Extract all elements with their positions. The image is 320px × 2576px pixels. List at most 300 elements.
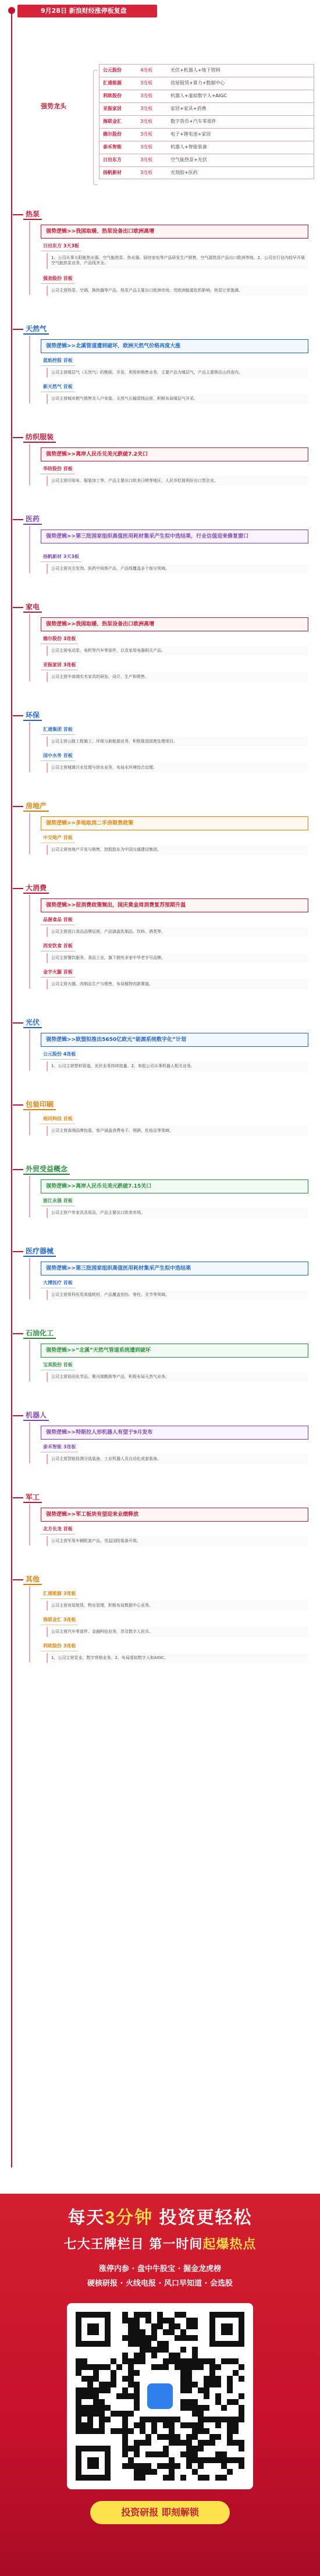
qr-module bbox=[145, 2463, 151, 2469]
qr-module bbox=[180, 2422, 186, 2428]
section-logic: 强势逻辑>>欧盟拟推出5650亿欧元“能源系统数字化”计划 bbox=[41, 1033, 308, 1047]
qr-module bbox=[157, 2451, 163, 2457]
qr-module bbox=[186, 2382, 192, 2387]
qr-module bbox=[151, 2469, 157, 2475]
qr-module bbox=[204, 2393, 209, 2399]
promo-tags-line-2: 硬核研报 · 火线电报 · 风口早知道 · 会选股 bbox=[87, 2279, 233, 2288]
qr-module bbox=[134, 2399, 140, 2405]
qr-module bbox=[145, 2341, 151, 2347]
section-branch-line bbox=[29, 1111, 30, 1135]
qr-module bbox=[186, 2318, 192, 2323]
stock-description: 公司主营中高端实木家具的研发、设计、生产和销售。 bbox=[47, 672, 308, 682]
leader-row bbox=[99, 90, 314, 102]
qr-module bbox=[140, 2329, 145, 2335]
qr-module bbox=[180, 2382, 186, 2387]
stock-description: 公司主营公路工程施工、环保与新能源业务，积极推进固废处理项目。 bbox=[47, 737, 308, 747]
stock-description: 公司主营高端品牌包装，客户涵盖消费电子、烟酒、化妆品等领域。 bbox=[47, 1126, 308, 1136]
qr-module bbox=[140, 2341, 145, 2347]
page-title: 9月28日 新浪财经涨停板复盘 bbox=[17, 5, 157, 17]
qr-module bbox=[175, 2353, 180, 2358]
qr-module bbox=[134, 2382, 140, 2387]
qr-module bbox=[180, 2370, 186, 2376]
qr-module bbox=[151, 2335, 157, 2341]
section-header bbox=[13, 324, 49, 335]
qr-module bbox=[221, 2457, 227, 2463]
qr-module bbox=[221, 2463, 227, 2469]
qr-module bbox=[134, 2475, 140, 2481]
qr-module bbox=[180, 2475, 186, 2481]
stock-name: 宝莫股份 首板 bbox=[41, 1361, 75, 1370]
leader-boards: 3连板 bbox=[140, 80, 153, 86]
section-header bbox=[13, 883, 49, 894]
qr-module bbox=[175, 2417, 180, 2422]
qr-module bbox=[192, 2382, 198, 2387]
qr-module bbox=[76, 2370, 81, 2376]
qr-module bbox=[111, 2370, 116, 2376]
stock-name: 中交地产 首板 bbox=[41, 834, 75, 843]
qr-module bbox=[198, 2387, 204, 2393]
qr-module bbox=[122, 2411, 128, 2417]
qr-module bbox=[145, 2335, 151, 2341]
qr-module bbox=[209, 2457, 215, 2463]
leader-name: 汇通能源 bbox=[103, 80, 122, 86]
section-branch-line bbox=[29, 722, 30, 772]
qr-module bbox=[105, 2387, 111, 2393]
leader-row bbox=[99, 115, 314, 128]
stock-name: 汇通能源 3连板 bbox=[41, 1590, 78, 1599]
qr-module bbox=[204, 2405, 209, 2411]
section-logic: 强势逻辑>>第三批国家组织高值医用耗材集采产生拟中选结果，行业估值迎来修复窗口 bbox=[41, 530, 308, 543]
qr-module bbox=[192, 2451, 198, 2457]
stock-name: 裕同科技 首板 bbox=[41, 1115, 75, 1124]
qr-module bbox=[215, 2417, 221, 2422]
qr-module bbox=[128, 2370, 134, 2376]
qr-module bbox=[145, 2440, 151, 2446]
leader-boards: 3连板 bbox=[140, 119, 153, 125]
section-title: 热泵 bbox=[23, 209, 42, 220]
qr-module bbox=[163, 2422, 169, 2428]
promo-subheadline-highlight: 起爆热点 bbox=[202, 2237, 257, 2252]
qr-module bbox=[192, 2446, 198, 2451]
qr-module bbox=[151, 2323, 157, 2329]
section-connector bbox=[13, 519, 23, 520]
section-header bbox=[13, 514, 42, 525]
qr-module bbox=[122, 2353, 128, 2358]
section-branch-line bbox=[29, 813, 30, 854]
section-branch-line bbox=[29, 1258, 30, 1299]
section-logic: 强势逻辑>>促消费政策频出，国庆黄金周消费复苏预期升温 bbox=[41, 898, 308, 912]
section-title: 天然气 bbox=[23, 324, 49, 335]
leader-boards: 3连板 bbox=[140, 132, 153, 137]
qr-module bbox=[163, 2329, 169, 2335]
qr-module bbox=[169, 2475, 175, 2481]
qr-module bbox=[116, 2393, 122, 2399]
qr-module bbox=[169, 2323, 175, 2329]
section-header bbox=[13, 432, 56, 443]
qr-module bbox=[175, 2312, 180, 2318]
stock-name: 德尔股份 3连板 bbox=[41, 635, 78, 644]
qr-module bbox=[198, 2475, 204, 2481]
qr-module bbox=[128, 2323, 134, 2329]
leader-row bbox=[99, 141, 314, 154]
qr-module bbox=[134, 2341, 140, 2347]
stock-item bbox=[41, 1279, 308, 1300]
qr-module bbox=[105, 2364, 111, 2370]
qr-module bbox=[180, 2329, 186, 2335]
stock-description: 1、公司主营塑料管道，光伏业务持续放量。2、参股公司从事机器人相关业务。 bbox=[47, 1061, 308, 1071]
qr-module bbox=[186, 2446, 192, 2451]
section-title: 石油化工 bbox=[23, 1328, 56, 1339]
qr-module bbox=[175, 2358, 180, 2364]
stock-item bbox=[41, 635, 308, 656]
qr-module bbox=[93, 2393, 99, 2399]
qr-module bbox=[233, 2370, 239, 2376]
qr-module bbox=[239, 2446, 244, 2451]
qr-module bbox=[122, 2428, 128, 2434]
qr-module bbox=[122, 2376, 128, 2382]
stock-name: 利欧股份 3连板 bbox=[41, 1642, 78, 1651]
qr-module bbox=[134, 2387, 140, 2393]
leader-name: 泰禾智能 bbox=[103, 144, 122, 150]
qr-module bbox=[192, 2411, 198, 2417]
qr-module bbox=[134, 2370, 140, 2376]
qr-module bbox=[186, 2399, 192, 2405]
qr-module bbox=[105, 2405, 111, 2411]
qr-module bbox=[145, 2417, 151, 2422]
section-connector bbox=[13, 1022, 23, 1024]
qr-module bbox=[169, 2428, 175, 2434]
qr-module bbox=[204, 2382, 209, 2387]
qr-module bbox=[215, 2457, 221, 2463]
qr-module bbox=[186, 2457, 192, 2463]
stock-item bbox=[41, 465, 308, 486]
qr-module bbox=[151, 2451, 157, 2457]
section-title: 外贸受益概念 bbox=[23, 1164, 70, 1175]
qr-module bbox=[116, 2411, 122, 2417]
leader-boards: 3连板 bbox=[140, 93, 153, 99]
qr-module bbox=[192, 2434, 198, 2440]
qr-module bbox=[227, 2387, 233, 2393]
section-connector bbox=[13, 437, 23, 438]
qr-module bbox=[122, 2463, 128, 2469]
stock-description: 公司主营军用车辆配套产品，受益国防装备升级。 bbox=[47, 1536, 308, 1546]
qr-module bbox=[239, 2463, 244, 2469]
qr-module bbox=[215, 2393, 221, 2399]
qr-module bbox=[122, 2434, 128, 2440]
qr-finder-top-right bbox=[209, 2312, 244, 2347]
qr-module bbox=[122, 2393, 128, 2399]
qr-module bbox=[140, 2335, 145, 2341]
stock-name: 品渥食品 首板 bbox=[41, 916, 75, 925]
leaders-table bbox=[99, 64, 314, 179]
section-header bbox=[13, 1328, 56, 1339]
qr-module bbox=[186, 2364, 192, 2370]
stock-description: 公司主营房屋租赁、物业管理，积极布局数据中心业务。 bbox=[47, 1601, 308, 1611]
qr-module bbox=[128, 2457, 134, 2463]
section-connector bbox=[13, 1333, 23, 1334]
qr-code-pattern bbox=[76, 2312, 244, 2481]
stock-item bbox=[41, 357, 308, 378]
qr-module bbox=[99, 2411, 105, 2417]
qr-module bbox=[163, 2347, 169, 2353]
qr-module bbox=[169, 2440, 175, 2446]
qr-module bbox=[186, 2358, 192, 2364]
qr-module bbox=[157, 2417, 163, 2422]
section-branch-line bbox=[29, 1422, 30, 1463]
stock-item bbox=[41, 1590, 308, 1611]
qr-module bbox=[134, 2422, 140, 2428]
qr-module bbox=[145, 2347, 151, 2353]
leader-boards: 3连板 bbox=[140, 169, 153, 175]
qr-module bbox=[198, 2358, 204, 2364]
qr-module bbox=[192, 2353, 198, 2358]
qr-module bbox=[140, 2469, 145, 2475]
qr-module bbox=[140, 2422, 145, 2428]
stock-description: 公司主营餐饮服务、食品工业，旗下拥有多家中华老字号品牌。 bbox=[47, 953, 308, 963]
qr-module bbox=[157, 2312, 163, 2318]
qr-module bbox=[99, 2387, 105, 2393]
leader-tags: 数字货币+汽车零部件 bbox=[170, 119, 216, 125]
leader-tags: 房屋租赁+算力+数据中心 bbox=[170, 80, 225, 86]
leader-name: 利欧股份 bbox=[103, 93, 122, 99]
qr-module bbox=[163, 2318, 169, 2323]
qr-module bbox=[169, 2469, 175, 2475]
mindmap-spine bbox=[11, 12, 12, 2168]
qr-module bbox=[76, 2411, 81, 2417]
qr-module bbox=[180, 2376, 186, 2382]
stock-description: 公司主营光引发剂、医药中间体产品，产品线覆盖多个细分领域。 bbox=[47, 564, 308, 574]
qr-module bbox=[198, 2446, 204, 2451]
qr-module bbox=[128, 2335, 134, 2341]
stock-name: 亚振家居 3连板 bbox=[41, 661, 78, 670]
stock-item bbox=[41, 1197, 308, 1218]
qr-module bbox=[186, 2440, 192, 2446]
qr-module bbox=[87, 2376, 93, 2382]
qr-module bbox=[87, 2428, 93, 2434]
qr-module bbox=[186, 2422, 192, 2428]
stock-description: 公司主营油田化学品、聚丙烯酰胺等产品，积极布局天然气业务。 bbox=[47, 1372, 308, 1382]
qr-module bbox=[198, 2440, 204, 2446]
qr-module bbox=[111, 2428, 116, 2434]
qr-module bbox=[215, 2382, 221, 2387]
qr-module bbox=[157, 2323, 163, 2329]
leader-row bbox=[99, 102, 314, 115]
section-connector bbox=[13, 1415, 23, 1416]
qr-module bbox=[163, 2364, 169, 2370]
qr-module bbox=[233, 2428, 239, 2434]
qr-module bbox=[204, 2417, 209, 2422]
section-logic: 强势逻辑>>离岸人民币兑美元跌破7.2关口 bbox=[41, 447, 308, 461]
qr-module bbox=[134, 2318, 140, 2323]
qr-module bbox=[175, 2434, 180, 2440]
qr-module bbox=[122, 2335, 128, 2341]
qr-module bbox=[186, 2323, 192, 2329]
leader-name: 扬帆新材 bbox=[103, 169, 122, 175]
qr-module bbox=[93, 2428, 99, 2434]
qr-module bbox=[105, 2382, 111, 2387]
qr-module bbox=[134, 2405, 140, 2411]
qr-module bbox=[128, 2329, 134, 2335]
leader-tags: 电子+锂电池+家居 bbox=[170, 132, 211, 137]
qr-module bbox=[134, 2312, 140, 2318]
section-connector bbox=[13, 214, 23, 215]
qr-module bbox=[215, 2475, 221, 2481]
stock-description: 公司主营户外家具及用品，产品主要出口欧美市场。 bbox=[47, 1208, 308, 1218]
qr-module bbox=[227, 2469, 233, 2475]
leader-row bbox=[99, 128, 314, 141]
qr-module bbox=[209, 2358, 215, 2364]
stock-item bbox=[41, 752, 308, 773]
qr-module bbox=[157, 2318, 163, 2323]
qr-module bbox=[169, 2353, 175, 2358]
section-branch-line bbox=[29, 1176, 30, 1217]
qr-module bbox=[157, 2341, 163, 2347]
qr-module bbox=[128, 2393, 134, 2399]
qr-module bbox=[198, 2417, 204, 2422]
leaders-label: 强势龙头 bbox=[41, 102, 66, 110]
qr-module bbox=[93, 2405, 99, 2411]
section-connector bbox=[13, 1169, 23, 1170]
stock-description: 公司主营城镇污水处理与供水业务，布局水环境综合治理。 bbox=[47, 763, 308, 773]
leader-name: 公元股份 bbox=[103, 67, 122, 73]
stock-description: 公司主营煤层气（天然气）的勘探、开发、利用和销售业务，主要产品为煤层气，产品主要销往山西省内。 bbox=[47, 368, 308, 378]
stock-item bbox=[41, 275, 308, 296]
stock-item bbox=[41, 1050, 308, 1071]
section-branch-line bbox=[29, 1029, 30, 1071]
qr-module bbox=[169, 2434, 175, 2440]
qr-module bbox=[233, 2440, 239, 2446]
qr-module bbox=[81, 2411, 87, 2417]
section-logic: 强势逻辑>>我国取暖、热泵设备出口欧洲高增 bbox=[41, 617, 308, 631]
qr-module bbox=[221, 2417, 227, 2422]
qr-module bbox=[151, 2417, 157, 2422]
qr-module bbox=[227, 2440, 233, 2446]
qr-module bbox=[81, 2422, 87, 2428]
section-logic: 强势逻辑>>第三批国家组织高值医用耗材集采产生拟中选结果 bbox=[41, 1262, 308, 1275]
cta-button[interactable]: 投资研报 即刻解锁 bbox=[90, 2501, 230, 2524]
app-logo-icon bbox=[147, 2383, 173, 2409]
qr-module bbox=[128, 2411, 134, 2417]
stock-description: 公司主营进口食品品牌运营，产品涵盖乳制品、饮料、酒类等。 bbox=[47, 927, 308, 937]
qr-module bbox=[227, 2417, 233, 2422]
section-header bbox=[13, 1164, 70, 1175]
qr-module bbox=[239, 2411, 244, 2417]
qr-finder-bottom-left bbox=[76, 2446, 111, 2481]
stock-item bbox=[41, 553, 308, 574]
leaders-bracket bbox=[93, 70, 98, 185]
qr-module bbox=[186, 2405, 192, 2411]
stock-description: 公司主营电动泵、电机等汽车零部件，以及家用电器相关产品。 bbox=[47, 646, 308, 656]
section-connector bbox=[13, 888, 23, 889]
qr-module bbox=[198, 2364, 204, 2370]
leader-name: 德尔股份 bbox=[103, 132, 122, 137]
stock-item bbox=[41, 834, 308, 855]
qr-module bbox=[122, 2417, 128, 2422]
qr-module bbox=[209, 2370, 215, 2376]
qr-module bbox=[81, 2387, 87, 2393]
section-header bbox=[13, 1100, 56, 1110]
qr-module bbox=[227, 2399, 233, 2405]
qr-module bbox=[140, 2353, 145, 2358]
qr-module bbox=[134, 2469, 140, 2475]
stock-name: 汇通集团 首板 bbox=[41, 726, 75, 735]
qr-module bbox=[180, 2312, 186, 2318]
qr-module bbox=[192, 2347, 198, 2353]
section-title: 环保 bbox=[23, 710, 42, 721]
qr-code[interactable] bbox=[67, 2303, 253, 2489]
qr-module bbox=[209, 2376, 215, 2382]
stock-name: 金字火腿 首板 bbox=[41, 968, 75, 978]
qr-module bbox=[198, 2463, 204, 2469]
qr-module bbox=[227, 2376, 233, 2382]
section-title: 机器人 bbox=[23, 1410, 49, 1421]
qr-module bbox=[209, 2382, 215, 2387]
qr-module bbox=[186, 2335, 192, 2341]
stock-description: 公司主营汽车零部件、金融科技业务，涉及数字人民币。 bbox=[47, 1627, 308, 1637]
qr-module bbox=[163, 2434, 169, 2440]
qr-module bbox=[180, 2387, 186, 2393]
stock-item bbox=[41, 726, 308, 747]
qr-module bbox=[76, 2387, 81, 2393]
qr-module bbox=[157, 2364, 163, 2370]
qr-module bbox=[186, 2370, 192, 2376]
root-node bbox=[8, 7, 15, 14]
qr-module bbox=[87, 2417, 93, 2422]
section-title: 大消费 bbox=[23, 883, 49, 894]
qr-module bbox=[140, 2358, 145, 2364]
qr-module bbox=[134, 2323, 140, 2329]
section-branch-line bbox=[29, 336, 30, 403]
stock-name: 强劲股份 首板 bbox=[41, 275, 75, 284]
qr-module bbox=[111, 2376, 116, 2382]
section-header bbox=[13, 801, 49, 812]
qr-module bbox=[128, 2358, 134, 2364]
stock-name: 扬帆新材 3天3板 bbox=[41, 553, 81, 562]
qr-module bbox=[128, 2382, 134, 2387]
stock-item bbox=[41, 1525, 308, 1546]
qr-module bbox=[151, 2347, 157, 2353]
qr-module bbox=[169, 2318, 175, 2323]
qr-module bbox=[81, 2364, 87, 2370]
qr-module bbox=[186, 2463, 192, 2469]
section-header bbox=[13, 1018, 42, 1028]
qr-module bbox=[140, 2475, 145, 2481]
section-branch-line bbox=[29, 444, 30, 485]
qr-module bbox=[163, 2475, 169, 2481]
qr-module bbox=[215, 2399, 221, 2405]
stock-name: 大博医疗 首板 bbox=[41, 1279, 75, 1288]
qr-module bbox=[99, 2382, 105, 2387]
qr-module bbox=[169, 2457, 175, 2463]
qr-module bbox=[204, 2428, 209, 2434]
qr-module bbox=[134, 2335, 140, 2341]
stock-item bbox=[41, 1443, 308, 1464]
qr-module bbox=[76, 2405, 81, 2411]
stock-item bbox=[41, 916, 308, 937]
section-header bbox=[13, 1410, 49, 1421]
qr-module bbox=[116, 2428, 122, 2434]
qr-module bbox=[122, 2387, 128, 2393]
qr-module bbox=[186, 2434, 192, 2440]
qr-finder-top-left bbox=[76, 2312, 111, 2347]
qr-module bbox=[93, 2399, 99, 2405]
stock-description: 公司主营骨科医用高值耗材，产品覆盖创伤、脊柱、关节等领域。 bbox=[47, 1290, 308, 1300]
qr-module bbox=[233, 2457, 239, 2463]
qr-module bbox=[76, 2422, 81, 2428]
qr-module bbox=[175, 2463, 180, 2469]
qr-module bbox=[140, 2428, 145, 2434]
section-connector bbox=[13, 715, 23, 716]
